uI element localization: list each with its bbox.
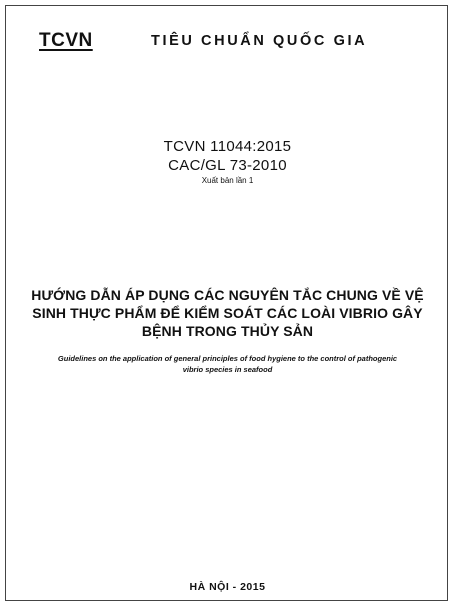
title-vi-line: HƯỚNG DẪN ÁP DỤNG CÁC NGUYÊN TẮC CHUNG VỀ VỆ [31,287,424,303]
title-english [10,353,445,375]
title-en-line: vibrio species in seafood [182,365,273,374]
title-vi-line: SINH THỰC PHẨM ĐỂ KIỂM SOÁT CÁC LOÀI VIBRIO GÂY [32,305,423,321]
title-en-line: Guidelines on the application of general principles of food hygiene to the control of pathogenic [57,354,398,363]
standard-codes [0,137,455,187]
place-and-year: HÀ NỘI - 2015 [189,581,266,593]
tcvn-logo: TCVN [39,30,93,51]
title-vietnamese [12,286,443,340]
series-title: TIÊU CHUẨN QUỐC GIA [151,33,368,49]
title-vi-line: BỆNH TRONG THỦY SẢN [141,323,314,339]
codex-code: CAC/GL 73-2010 [168,157,287,174]
standard-code: TCVN 11044:2015 [163,138,292,155]
edition-note: Xuất bản lần 1 [201,176,254,185]
header [39,30,419,56]
